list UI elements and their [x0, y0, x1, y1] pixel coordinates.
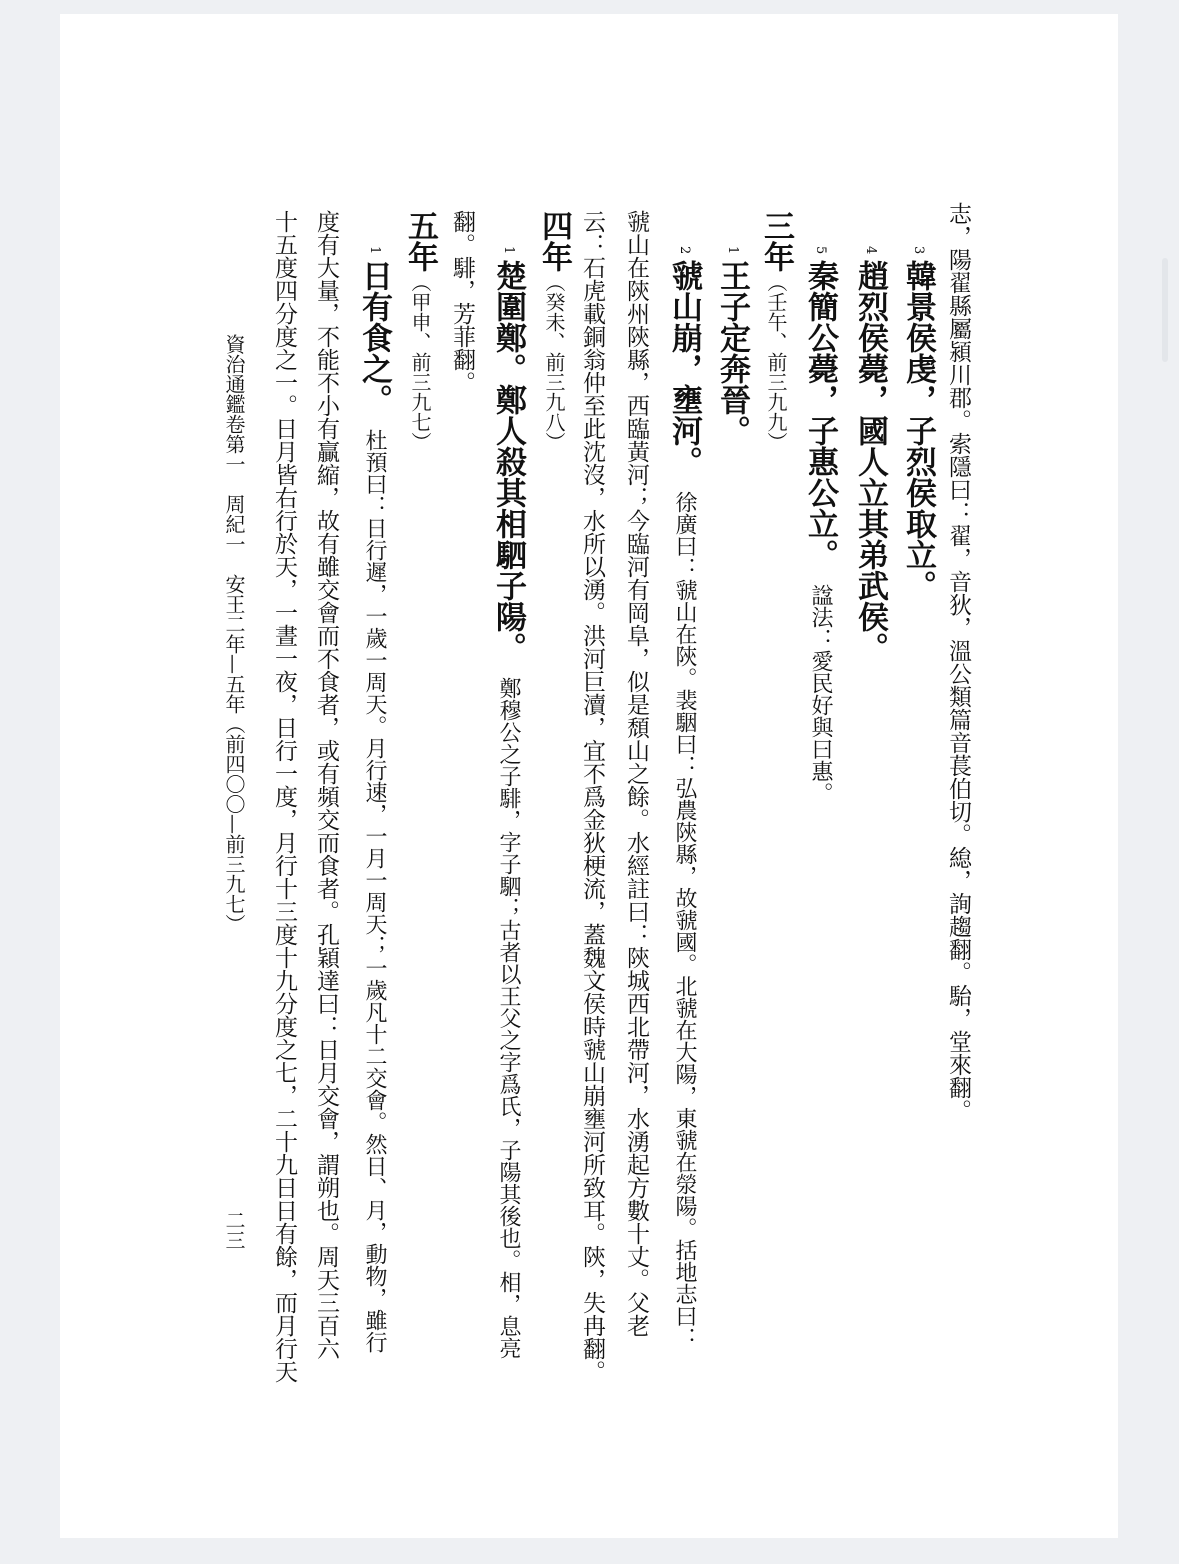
main-text: 韓景侯虔，子烈侯取立。: [900, 260, 936, 602]
annotation-continuation: 翻。騑，芳菲翻。: [449, 210, 475, 394]
entry-number: 4: [863, 246, 878, 255]
text-column-13: [272, 210, 295, 1383]
main-text: 王子定奔晉。: [714, 260, 750, 447]
text-column-7: [624, 210, 647, 1337]
entry-number: 1: [501, 246, 516, 255]
text-column-4: [802, 246, 838, 805]
main-text: 趙烈侯薨，國人立其弟武侯。: [852, 260, 888, 664]
year-ganzhi: （甲申、前三九七）: [408, 272, 432, 452]
annotation-continuation: 十五度四分度之一。日月皆右行於天，一晝一夜，日行一度，月行十三度十九分度之七，二十九日日有餘，而月行天: [271, 210, 297, 1383]
main-text: 楚圍鄭。鄭人殺其相駟子陽。: [490, 260, 526, 664]
running-head: 資治通鑑卷第一 周紀一 安王二年—五年（前四〇〇—前三九七）: [222, 334, 246, 934]
year-heading: 五年: [402, 210, 438, 272]
annotation-continuation: 云：石虎載銅翁仲至此沈沒，水所以湧。洪河巨瀆，宜不爲金狄梗流，蓋魏文侯時虢山崩壅河所致耳。陝，失冉翻。: [579, 210, 605, 1383]
entry-number: 1: [367, 246, 382, 255]
year-heading-column: [758, 210, 794, 452]
text-column-10: [450, 210, 473, 394]
entry-number: 1: [725, 246, 740, 255]
annotation-continuation: 志，陽翟縣屬潁川郡。索隱曰：翟，音狄，溫公類篇音萇伯切。緿，詢趨翻。駘，堂來翻。: [945, 202, 971, 1122]
text-column-2: [900, 246, 936, 602]
main-text: 虢山崩，壅河。: [666, 260, 702, 478]
entry-number: 5: [813, 246, 828, 255]
annotation-text: 諡法：愛民好與曰惠。: [808, 584, 833, 805]
text-column-6: [666, 246, 702, 1350]
text-column-9: [490, 246, 526, 1360]
annotation-text: 鄭穆公之子騑，字子駟；古者以王父之字爲氏，子陽其後也。相，息亮: [496, 677, 521, 1360]
annotation-text: 徐廣曰：虢山在陝。裴駰曰：弘農陝縣，故虢國。北虢在大陽，東虢在滎陽。括地志曰：: [672, 491, 697, 1350]
text-column-5: [714, 246, 750, 447]
entry-number: 2: [677, 246, 692, 255]
year-heading: 三年: [758, 210, 794, 272]
scrollbar-thumb[interactable]: [1162, 258, 1168, 362]
text-column-12: [314, 210, 337, 1360]
annotation-continuation: 虢山在陝州陝縣，西臨黃河；今臨河有岡阜，似是頹山之餘。水經註曰：陝城西北帶河，水湧起方數十丈。父老: [623, 210, 649, 1337]
text-column-11: [356, 246, 392, 1354]
main-text: 日有食之。: [356, 260, 392, 416]
text-column-1: [946, 202, 969, 1122]
year-heading-column: [536, 210, 572, 452]
year-heading: 四年: [536, 210, 572, 272]
text-column-8: [580, 210, 603, 1383]
page-number: 二三: [222, 1210, 246, 1250]
main-text: 秦簡公薨，子惠公立。: [802, 260, 838, 571]
year-ganzhi: （壬午、前三九九）: [764, 272, 788, 452]
entry-number: 3: [911, 246, 926, 255]
book-page: [60, 14, 1118, 1538]
annotation-text: 杜預曰：日行遲，一歲一周天。月行速，一月一周天；一歲凡十二交會。然日、月，動物，雖行: [362, 429, 387, 1354]
year-ganzhi: （癸未、前三九八）: [542, 272, 566, 452]
annotation-continuation: 度有大量，不能不小有贏縮，故有雖交會而不食者，或有頻交而食者。孔穎達曰：日月交會，謂朔也。周天三百六: [313, 210, 339, 1360]
year-heading-column: [402, 210, 438, 452]
text-column-3: [852, 246, 888, 664]
